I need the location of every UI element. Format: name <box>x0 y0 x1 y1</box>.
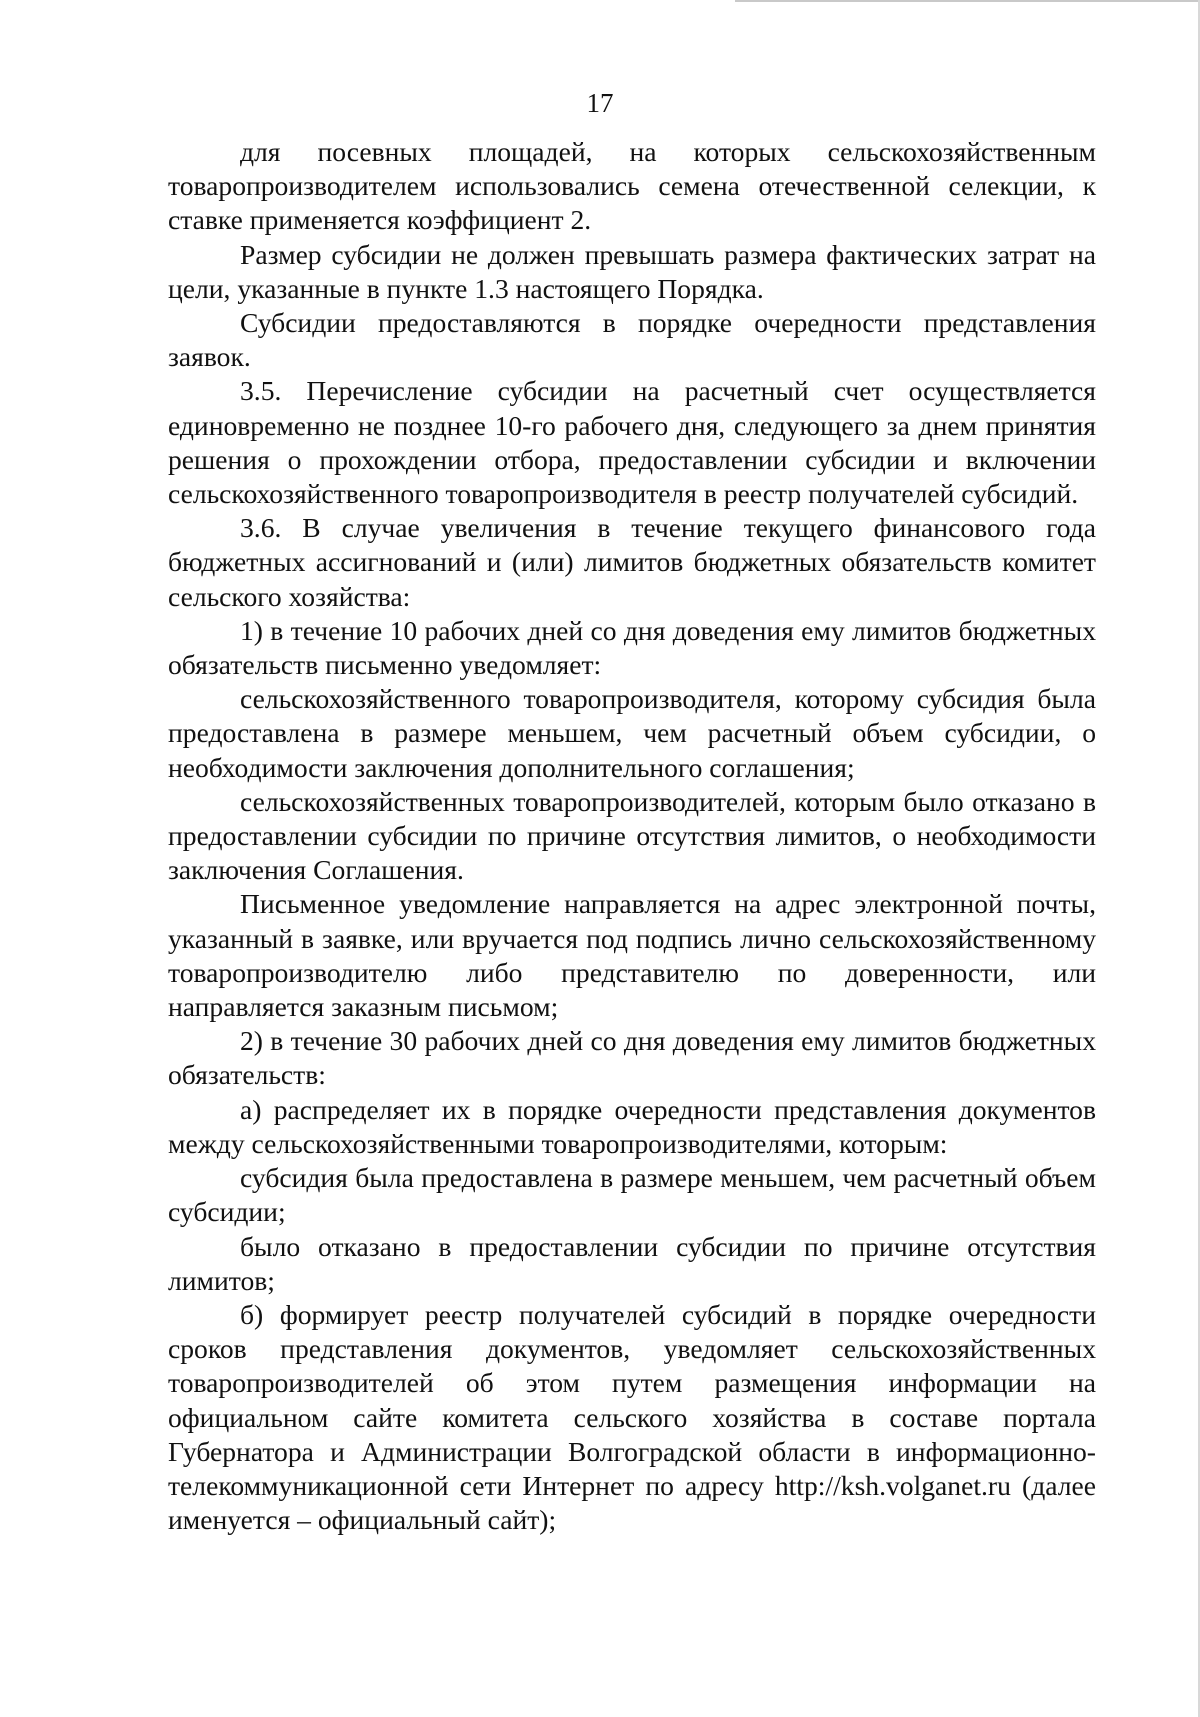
paragraph-refused-subsidy: было отказано в предоставлении субсидии по причине отсутствия лимитов; <box>168 1230 1096 1296</box>
paragraph-item-1-notify: 1) в течение 10 рабочих дней со дня доведения ему лимитов бюджетных обязательств письменно уведомляет: <box>168 614 1096 681</box>
paragraph-reduced-subsidy: субсидия была предоставлена в размере меньшем, чем расчетный объем субсидии; <box>168 1162 1096 1228</box>
paragraph-written-notice: Письменное уведомление направляется на адрес электронной почты, указанный в заявке, или вручается под подпись лично сельскохозяйственному товаропроизводителю либо представителю по доверенности, или направляется заказным письмом; <box>168 888 1096 1023</box>
paragraph-application-order: Субсидии предоставляются в порядке очередности представления заявок. <box>168 307 1096 373</box>
paragraph-item-b-registry: б) формирует реестр получателей субсидий в порядке очередности сроков представления документов, уведомляет сельскохозяйственных товаропроизводителей об этом путем размещения информации на официальном сайте комитета сельского хозяйства в составе портала Губернатора и Администрации Волгоградской области в информационно-телекоммуникационной сети Интернет по адресу http://ksh.volganet.ru (далее именуется – официальный сайт); <box>168 1298 1096 1536</box>
scan-top-edge <box>735 0 1200 2</box>
paragraph-item-a-distribute: а) распределяет их в порядке очередности представления документов между сельскохозяйственными товаропроизводителями, которым: <box>168 1093 1096 1159</box>
paragraph-notify-additional-agreement: сельскохозяйственного товаропроизводителя, которому субсидия была предоставлена в размере меньшем, чем расчетный объем субсидии, о необходимости заключения дополнительного соглашения; <box>168 683 1096 783</box>
paragraph-notify-agreement: сельскохозяйственных товаропроизводителей, которым было отказано в предоставлении субсидии по причине отсутствия лимитов, о необходимости заключения Соглашения. <box>168 785 1096 886</box>
paragraph-3-6-budget-increase: 3.6. В случае увеличения в течение текущего финансового года бюджетных ассигнований и (или) лимитов бюджетных обязательств комитет сельского хозяйства: <box>168 512 1096 612</box>
page-number: 17 <box>586 88 614 118</box>
document-body <box>168 135 1096 1537</box>
paragraph-3-5-transfer: 3.5. Перечисление субсидии на расчетный счет осуществляется единовременно не позднее 10-го рабочего дня, следующего за днем принятия решения о прохождении отбора, предоставлении субсидии и включении сельскохозяйственного товаропроизводителя в реестр получателей субсидий. <box>168 375 1096 510</box>
paragraph-seed-coefficient: для посевных площадей, на которых сельскохозяйственным товаропроизводителем использовались семена отечественной селекции, к ставке применяется коэффициент 2. <box>168 136 1096 236</box>
paragraph-item-2-thirty-days: 2) в течение 30 рабочих дней со дня доведения ему лимитов бюджетных обязательств: <box>168 1025 1096 1091</box>
paragraph-subsidy-size-limit: Размер субсидии не должен превышать размера фактических затрат на цели, указанные в пункте 1.3 настоящего Порядка. <box>168 238 1096 304</box>
